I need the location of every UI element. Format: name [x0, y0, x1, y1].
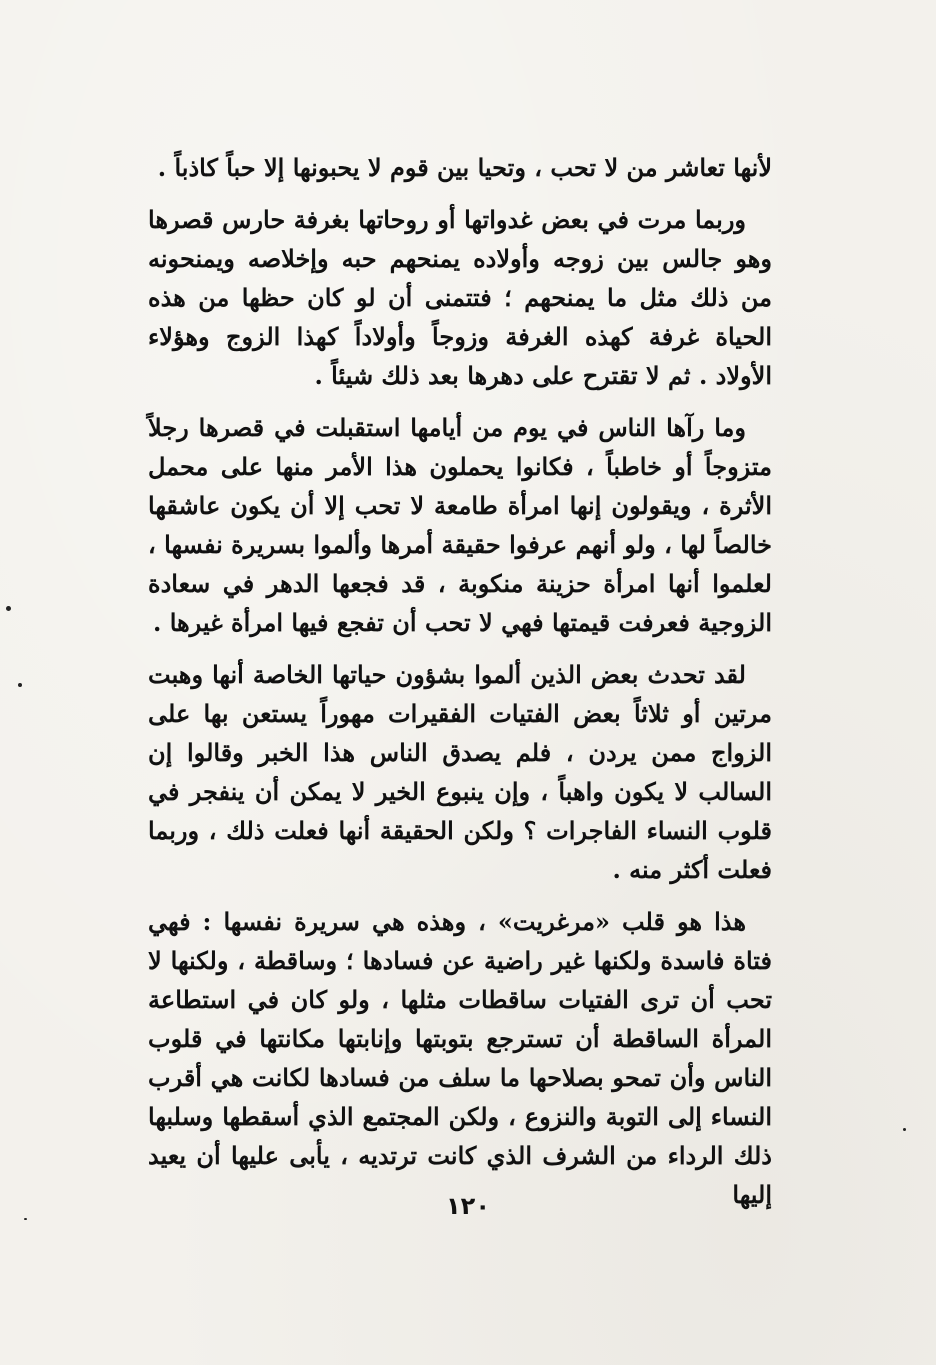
paragraph-2: وربما مرت في بعض غدواتها أو روحاتها بغرفة حارس قصرها وهو جالس بين زوجه وأولاده يمنحهم حبه وإخلاصه ويمنحونه من ذلك مثل ما يمنحهم ؛ فتتمنى أن لو كان حظها من هذه الحياة غرفة كهذه الغرفة وزوجاً وأولاداً كهذا الزوج وهؤلاء الأولاد . ثم لا تقترح على دهرها بعد ذلك شيئاً .: [148, 205, 772, 390]
page-number: ١٢٠: [446, 1192, 490, 1220]
paragraph-4: لقد تحدث بعض الذين ألموا بشؤون حياتها الخاصة أنها وهبت مرتين أو ثلاثاً بعض الفتيات الفقيرات مهوراً يستعن بها على الزواج ممن يردن ، فلم يصدق الناس هذا الخبر وقالوا إن السالب لا يكون واهباً ، وإن ينبوع الخير لا يمكن أن ينفجر في قلوب النساء الفاجرات ؟ ولكن الحقيقة أنها فعلت ذلك ، وربما فعلت أكثر منه .: [148, 660, 772, 884]
paragraph-3: وما رآها الناس في يوم من أيامها استقبلت في قصرها رجلاً متزوجاً أو خاطباً ، فكانوا يحملون هذا الأمر منها على محمل الأثرة ، ويقولون إنها امرأة طامعة لا تحب إلا أن يكون عاشقها خالصاً لها ، ولو أنهم عرفوا حقيقة أمرها وألموا بسريرة نفسها ، لعلموا أنها امرأة حزينة منكوبة ، قد فجعها الدهر في سعادة الزوجية فعرفت قيمتها فهي لا تحب أن تفجع فيها امرأة غيرها .: [148, 413, 772, 637]
scan-speck: [903, 1128, 906, 1131]
scan-speck: [18, 683, 22, 687]
scan-speck: [6, 606, 11, 611]
scan-speck: [24, 1218, 27, 1220]
paragraph-1: لأنها تعاشر من لا تحب ، وتحيا بين قوم لا يحبونها إلا حباً كاذباً .: [157, 153, 772, 182]
paragraph-5: هذا هو قلب «مرغريت» ، وهذه هي سريرة نفسها : فهي فتاة فاسدة ولكنها غير راضية عن فسادها ؛ وساقطة ، ولكنها لا تحب أن ترى الفتيات ساقطات مثلها ، ولو كان في استطاعة المرأة الساقطة أن تسترجع بتوبتها وإنابتها مكانتها في قلوب الناس وأن تمحو بصلاحها ما سلف من فسادها لكانت هي أقرب النساء إلى التوبة والنزوع ، ولكن المجتمع الذي أسقطها وسلبها ذلك الرداء من الشرف الذي كانت ترتديه ، يأبى عليها أن يعيد إليها: [148, 907, 772, 1209]
body-text: [148, 148, 772, 1227]
